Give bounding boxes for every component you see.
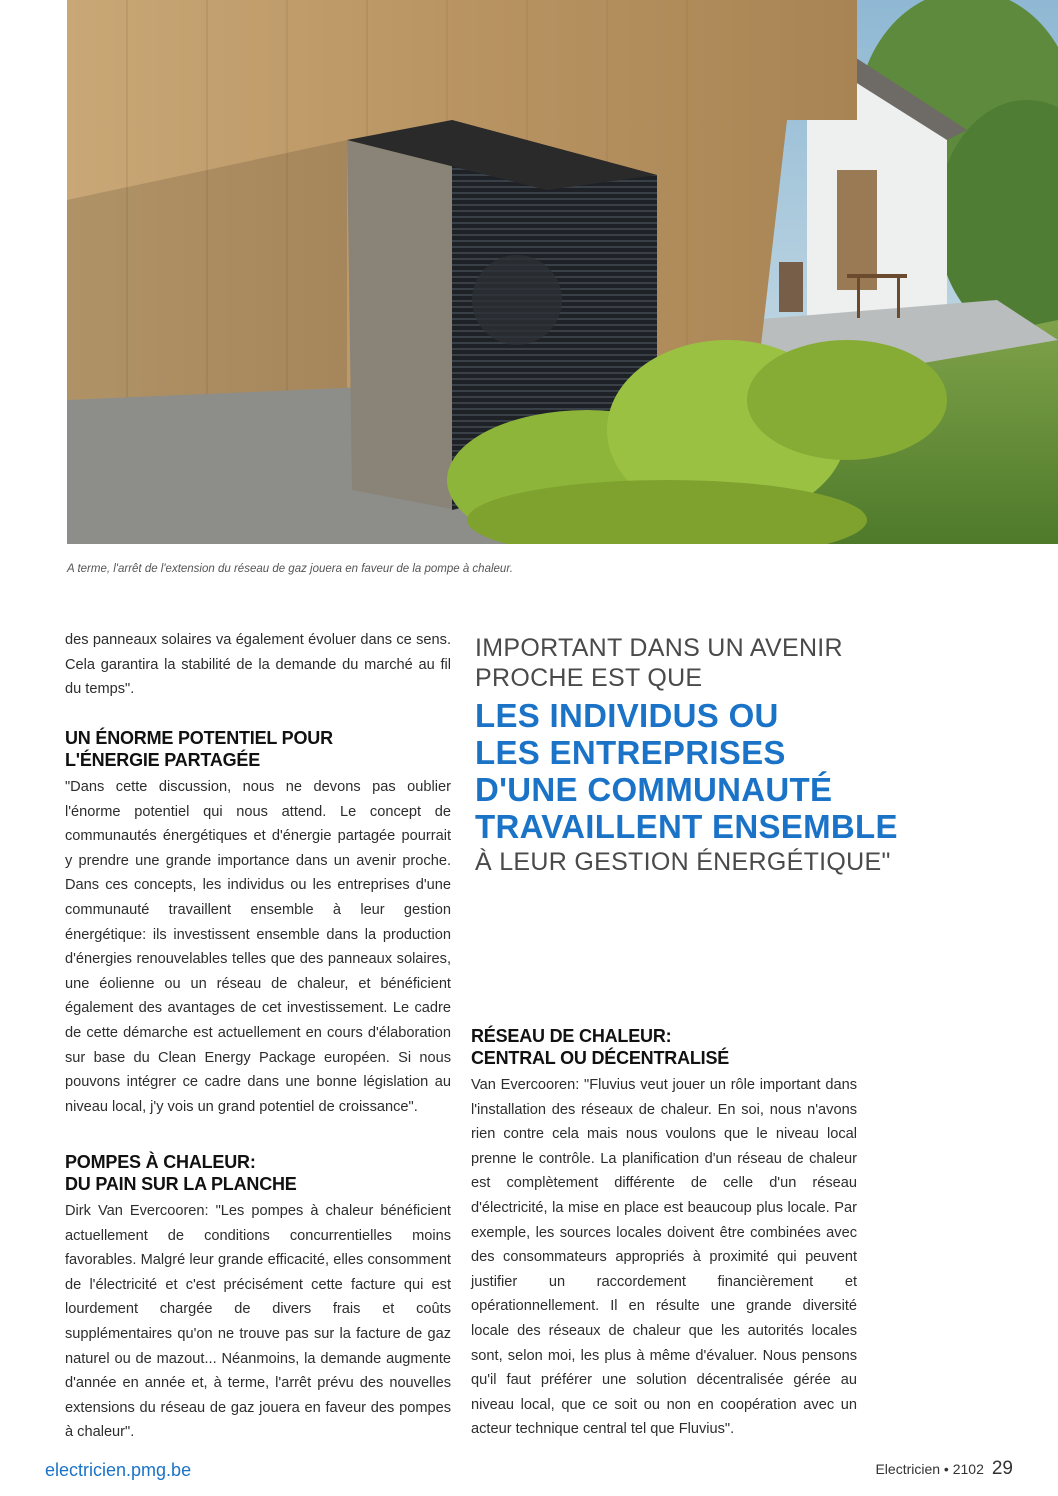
section2-heading: [65, 1151, 451, 1195]
pull-quote-intro: [475, 633, 915, 693]
section3-heading-line2: CENTRAL OU DÉCENTRALISÉ: [471, 1048, 730, 1068]
section1-heading-line1: UN ÉNORME POTENTIEL POUR: [65, 728, 333, 748]
section2-body: Dirk Van Evercooren: "Les pompes à chaleur bénéficient actuellement de conditions concurrentielles moins favorables. Malgré leur grande efficacité, elles consomment de l'électricité et c'est précisément cette facture qui est lourdement chargée de divers frais et coûts supplémentaires qu'on ne trouve pas sur la facture de gaz naturel ou de mazout... Néanmoins, la demande augmente d'année en année et, à terme, l'arrêt prévu des nouvelles extensions du réseau de gaz jouera en faveur des pompes à chaleur".: [65, 1203, 451, 1441]
hero-photo-heat-pump: [67, 0, 1058, 544]
pull-quote-strong-line4: TRAVAILLENT ENSEMBLE: [475, 808, 898, 845]
section-energie-partagee: [65, 727, 451, 1119]
section-pompes-a-chaleur: [65, 1151, 451, 1445]
pull-quote-outro: À LEUR GESTION ÉNERGÉTIQUE": [475, 848, 891, 876]
section3-heading-line1: RÉSEAU DE CHALEUR:: [471, 1026, 672, 1046]
hero-illustration: [67, 0, 1058, 544]
photo-caption: A terme, l'arrêt de l'extension du réseau de gaz jouera en faveur de la pompe à chaleur.: [67, 563, 513, 575]
pull-quote-emphasis: [475, 697, 915, 845]
website-link[interactable]: electricien.pmg.be: [45, 1460, 192, 1480]
intro-paragraph: des panneaux solaires va également évoluer dans ce sens. Cela garantira la stabilité de la demande du marché au fil du temps".: [65, 632, 451, 698]
footer-page-info: [875, 1458, 1013, 1480]
section3-heading: [471, 1025, 857, 1069]
page-number: 29: [991, 1458, 1013, 1479]
pull-quote-strong-line3: D'UNE COMMUNAUTÉ: [475, 771, 833, 808]
pull-quote-strong-line1: LES INDIVIDUS OU: [475, 697, 779, 734]
section1-body: "Dans cette discussion, nous ne devons pas oublier l'énorme potentiel qui nous attend. Le concept de communautés énergétiques et d'énergie partagée pourrait y prendre une grande importance dans un avenir proche. Dans ces concepts, les individus ou les entreprises d'une communauté travaillent ensemble à leur gestion énergétique: ils investissent ensemble dans la production d'énergies renouvelables telles que des panneaux solaires, une éolienne ou un réseau de chaleur, et bénéficient également des avantages de cet investissement. Le cadre de cette démarche est actuellement en cours d'élaboration sur base du Clean Energy Package européen. Si nous pouvons intégrer ce cadre dans une bonne législation au niveau local, j'y vois un grand potentiel de croissance".: [65, 779, 451, 1115]
section1-heading: [65, 727, 451, 771]
left-column: [65, 628, 451, 702]
section1-heading-line2: L'ÉNERGIE PARTAGÉE: [65, 750, 261, 770]
pull-quote: [475, 633, 915, 877]
section-reseau-de-chaleur: [471, 1025, 857, 1442]
pull-quote-light-line1: IMPORTANT DANS UN AVENIR: [475, 634, 843, 662]
pull-quote-light-line2: PROCHE EST QUE: [475, 664, 703, 692]
section2-heading-line2: DU PAIN SUR LA PLANCHE: [65, 1174, 297, 1194]
section2-heading-line1: POMPES À CHALEUR:: [65, 1152, 256, 1172]
section3-body: Van Evercooren: "Fluvius veut jouer un rôle important dans l'installation des réseaux de chaleur. En soi, nous n'avons rien contre cela mais nous voulons que le niveau local prenne le contrôle. La planification d'un réseau de chaleur est complètement différente de celle d'un réseau d'électricité, la mise en place est beaucoup plus locale. Par exemple, les sources locales doivent être combinées avec des consommateurs appropriés à proximité qui peuvent justifier un raccordement financièrement et opérationnellement. Il en résulte une grande diversité locale des réseaux de chaleur que les autorités locales sont, selon moi, les plus à même d'évaluer. Nous pensons qu'il faut préférer une solution décentralisée gérée au niveau local, que ce soit ou non en coopération avec un acteur technique central tel que Fluvius".: [471, 1077, 857, 1438]
pull-quote-strong-line2: LES ENTREPRISES: [475, 734, 786, 771]
magazine-issue: Electricien • 2102: [875, 1461, 984, 1477]
